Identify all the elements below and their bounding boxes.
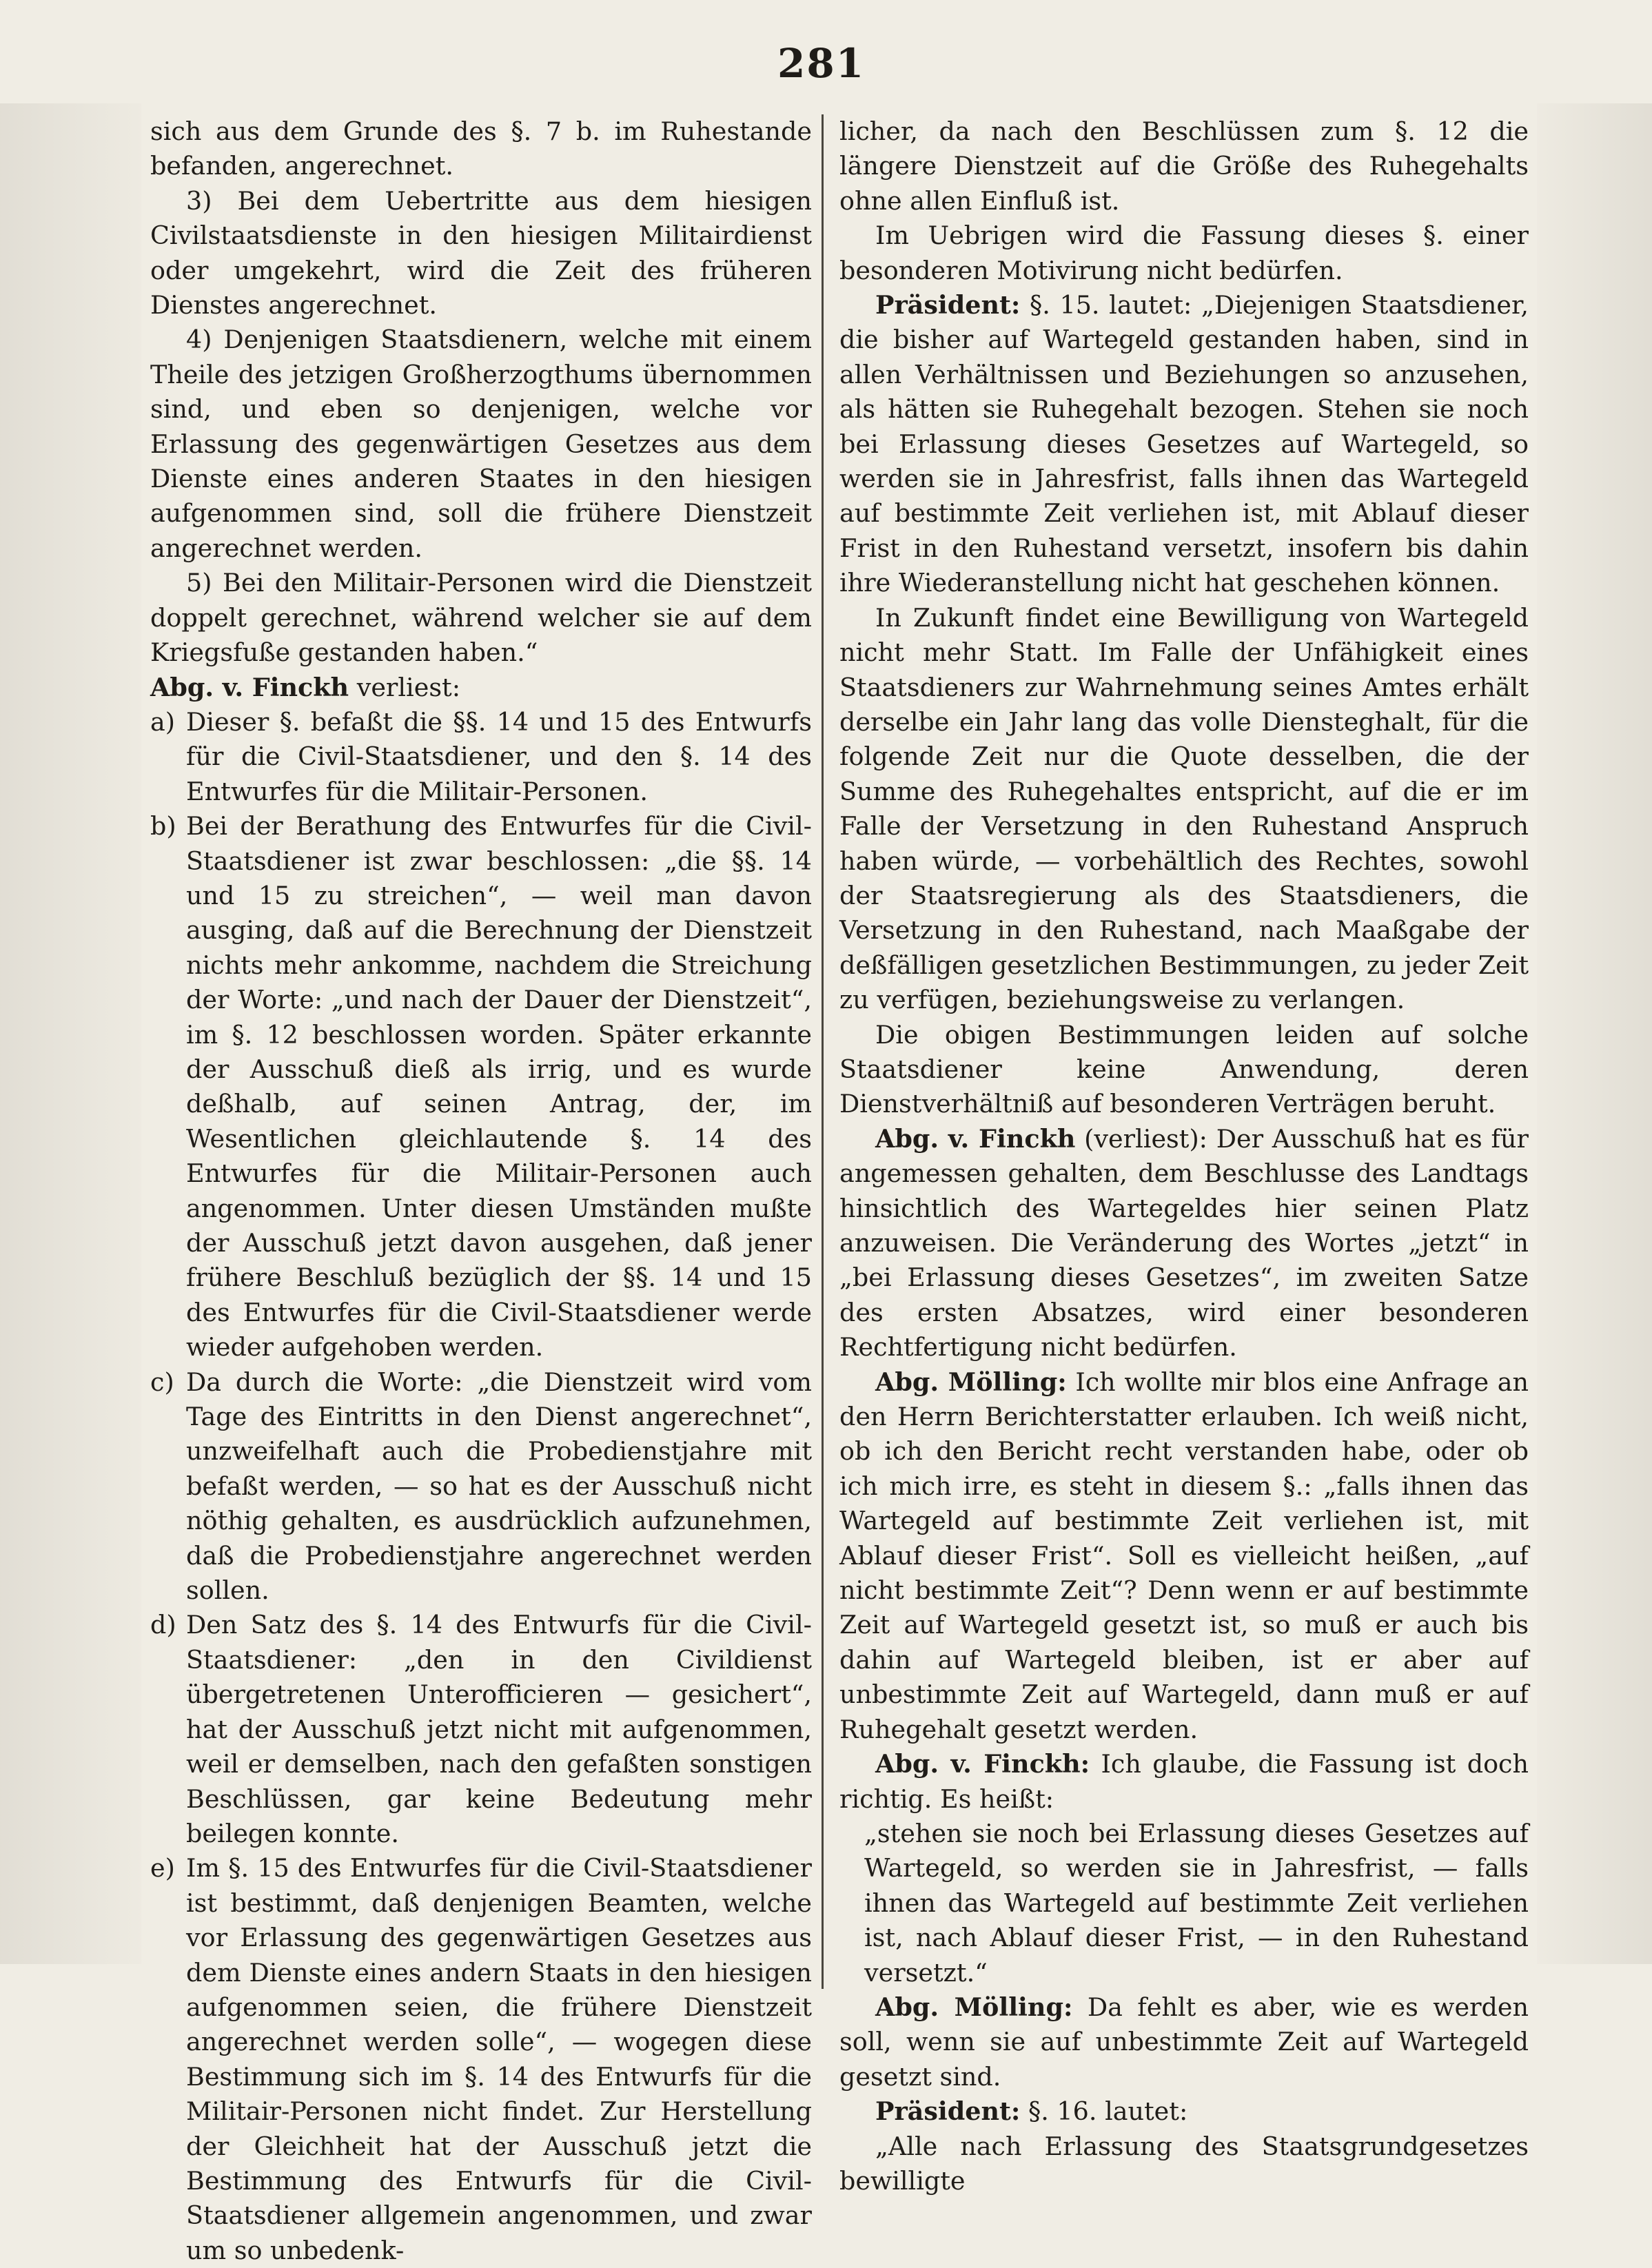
- list-item-label: d): [150, 1610, 176, 1640]
- list-item-label: e): [150, 1853, 175, 1883]
- speaker-name: Präsident:: [875, 290, 1021, 320]
- left-margin-bleedthrough: [0, 103, 141, 1964]
- list-item-d: [150, 1608, 812, 1851]
- statement-text: §. 15. lautet: „Diejenigen Staatsdiener, die bisher auf Wartegeld gestanden haben, sind in allen Verhältnissen und Beziehungen so anzusehen, als hätten sie Ruhegehalt bezogen. Stehen sie noch bei Erlassung dieses Gesetzes auf Wartegeld, so werden sie in Jahresfrist, falls ihnen das Wartegeld auf bestimmte Zeit verliehen ist, mit Ablauf dieser Frist in den Ruhestand versetzt, insofern bis dahin ihre Wiederanstellung nicht hat geschehen können.: [839, 290, 1529, 598]
- speaker-name: Abg. Mölling:: [875, 1367, 1067, 1397]
- statement-praesident-15: [839, 288, 1529, 601]
- right-margin-bleedthrough: [1537, 103, 1652, 1964]
- left-paragraph-1: sich aus dem Grunde des §. 7 b. im Ruhestande befanden, angerechnet.: [150, 116, 812, 181]
- list-item-text: Den Satz des §. 14 des Entwurfs für die Civil-Staatsdiener: „den in den Civildienst übergetretenen Unterofficieren — gesichert“, hat der Ausschuß jetzt nicht mit aufgenommen, weil er demselben, nach den gefaßten sonstigen Beschlüssen, gar keine Bedeutung mehr beilegen konnte.: [186, 1610, 812, 1848]
- list-item-text: Bei der Berathung des Entwurfes für die Civil-Staatsdiener ist zwar beschlossen: „die §§. 14 und 15 zu streichen“, — weil man davon ausging, daß auf die Berechnung der Dienstzeit nichts mehr ankomme, nachdem die Streichung der Worte: „und nach der Dauer der Dienstzeit“, im §. 12 beschlossen worden. Später erkannte der Ausschuß dieß als irrig, und es wurde deßhalb, auf seinen Antrag, der, im Wesentlichen gleichlautende §. 14 des Entwurfes für die Militair-Personen auch angenommen. Unter diesen Umständen mußte der Ausschuß jetzt davon ausgehen, daß jener frühere Beschluß bezüglich der §§. 14 und 15 des Entwurfes für die Civil-Staatsdiener werde wieder aufgehoben werden.: [186, 811, 812, 1362]
- right-column: [839, 114, 1529, 2198]
- speaker-verb: verliest:: [349, 672, 461, 702]
- list-item-a: [150, 705, 812, 809]
- list-item-text: Im §. 15 des Entwurfes für die Civil-Staatsdiener ist bestimmt, daß denjenigen Beamten, welche vor Erlassung des gegenwärtigen Gesetzes aus dem Dienste eines andern Staats in den hiesigen aufgenommen seien, die frühere Dienstzeit angerechnet werden solle“, — wogegen diese Bestimmung sich im §. 14 des Entwurfs für die Militair-Personen nicht findet. Zur Herstellung der Gleichheit hat der Ausschuß jetzt die Bestimmung des Entwurfs für die Civil-Staatsdiener allgemein angenommen, und zwar um so unbedenk-: [186, 1853, 812, 2265]
- list-item-text: Da durch die Worte: „die Dienstzeit wird vom Tage des Eintritts in den Dienst angerechnet“, unzweifelhaft auch die Probedienstjahre mit befaßt werden, — so hat es der Ausschuß nicht nöthig gehalten, es ausdrücklich aufzunehmen, daß die Probedienstjahre angerechnet werden sollen.: [186, 1367, 812, 1606]
- list-item-text: Dieser §. befaßt die §§. 14 und 15 des Entwurfs für die Civil-Staatsdiener, und den §. 14 des Entwurfes für die Militair-Personen.: [186, 706, 812, 806]
- statement-text: §. 16. lautet:: [1020, 2096, 1188, 2127]
- statement-moelling-2: [839, 1990, 1529, 2094]
- speaker-name: Abg. v. Finckh: [150, 672, 349, 702]
- left-paragraph-2: 3) Bei dem Uebertritte aus dem hiesigen Civilstaatsdienste in den hiesigen Militairdienst oder umgekehrt, wird die Zeit des früheren Dienstes angerechnet.: [150, 185, 812, 320]
- speaker-name: Abg. v. Finckh:: [875, 1749, 1090, 1779]
- statement-praesident-16: [839, 2094, 1529, 2129]
- right-paragraph-last: „Alle nach Erlassung des Staatsgrundgesetzes bewilligte: [839, 2131, 1529, 2196]
- list-item-b: [150, 809, 812, 1365]
- right-paragraph-3: In Zukunft findet eine Bewilligung von Wartegeld nicht mehr Statt. Im Falle der Unfähigkeit eines Staatsdieners zur Wahrnehmung seines Amtes erhält derselbe ein Jahr lang das volle Diensteghalt, für die folgende Zeit nur die Quote desselben, die der Summe des Ruhegehaltes entspricht, auf die er im Falle der Versetzung in den Ruhestand Anspruch haben würde, — vorbehältlich des Rechtes, sowohl der Staatsregierung als des Staatsdieners, die Versetzung in den Ruhestand, nach Maaßgabe der deßfälligen gesetzlichen Bestimmungen, zu jeder Zeit zu verfügen, beziehungsweise zu verlangen.: [839, 602, 1529, 1015]
- statement-text: Ich wollte mir blos eine Anfrage an den Herrn Berichterstatter erlauben. Ich weiß nicht, ob ich den Bericht recht verstanden habe, oder ob ich mich irre, es steht in diesem §.: „falls ihnen das Wartegeld auf bestimmte Zeit verliehen ist, mit Ablauf dieser Frist“. Soll es vielleicht heißen, „auf nicht bestimmte Zeit“? Denn wenn er auf bestimmte Zeit auf Wartegeld gesetzt ist, so muß er auch bis dahin auf Wartegeld bleiben, ist er aber auf unbestimmte Zeit auf Wartegeld, dann muß er auf Ruhegehalt gesetzt werden.: [839, 1367, 1529, 1744]
- right-paragraph-2: Im Uebrigen wird die Fassung dieses §. einer besonderen Motivirung nicht bedürfen.: [839, 221, 1529, 285]
- speaker-name: Abg. v. Finckh: [875, 1123, 1076, 1154]
- left-column: [150, 114, 812, 2268]
- speaker-name: Abg. Mölling:: [875, 1992, 1073, 2022]
- block-quote: „stehen sie noch bei Erlassung dieses Gesetzes auf Wartegeld, so werden sie in Jahresfrist, — falls ihnen das Wartegeld auf bestimmte Zeit verliehen ist, nach Ablauf dieser Frist, — in den Ruhestand versetzt.“: [864, 1818, 1529, 1988]
- statement-finckh-1: [839, 1122, 1529, 1365]
- left-paragraph-4: 5) Bei den Militair-Personen wird die Dienstzeit doppelt gerechnet, während welcher sie auf dem Kriegsfuße gestanden haben.“: [150, 568, 812, 668]
- statement-text: Da fehlt es aber, wie es werden soll, wenn sie auf unbestimmte Zeit auf Wartegeld gesetzt sind.: [839, 1992, 1529, 2092]
- statement-moelling-1: [839, 1365, 1529, 1747]
- column-divider: [822, 114, 824, 1989]
- list-item-e: [150, 1851, 812, 2268]
- statement-finckh-2: [839, 1747, 1529, 1817]
- speaker-name: Präsident:: [875, 2096, 1021, 2127]
- page-number: 281: [777, 40, 866, 87]
- statement-text: Ich glaube, die Fassung ist doch richtig. Es heißt:: [839, 1749, 1529, 1814]
- list-item-label: a): [150, 706, 176, 737]
- list-item-label: c): [150, 1367, 174, 1397]
- list-item-label: b): [150, 811, 176, 841]
- right-paragraph-4: Die obigen Bestimmungen leiden auf solche Staatsdiener keine Anwendung, deren Dienstverhältniß auf besonderen Verträgen beruht.: [839, 1019, 1529, 1119]
- right-paragraph-1: licher, da nach den Beschlüssen zum §. 12 die längere Dienstzeit auf die Größe des Ruhegehalts ohne allen Einfluß ist.: [839, 116, 1529, 216]
- statement-text: (verliest): Der Ausschuß hat es für angemessen gehalten, dem Beschlusse des Landtags hinsichtlich des Wartegeldes hier seinen Platz anzuweisen. Die Veränderung des Wortes „jetzt“ in „bei Erlassung dieses Gesetzes“, im zweiten Satze des ersten Absatzes, wird einer besonderen Rechtfertigung nicht bedürfen.: [839, 1123, 1529, 1362]
- left-paragraph-3: 4) Denjenigen Staatsdienern, welche mit einem Theile des jetzigen Großherzogthums übernommen sind, und eben so denjenigen, welche vor Erlassung des gegenwärtigen Gesetzes aus dem Dienste eines anderen Staates in den hiesigen aufgenommen sind, soll die frühere Dienstzeit angerechnet werden.: [150, 325, 812, 563]
- list-item-c: [150, 1365, 812, 1608]
- speaker-line-finckh: [150, 671, 812, 705]
